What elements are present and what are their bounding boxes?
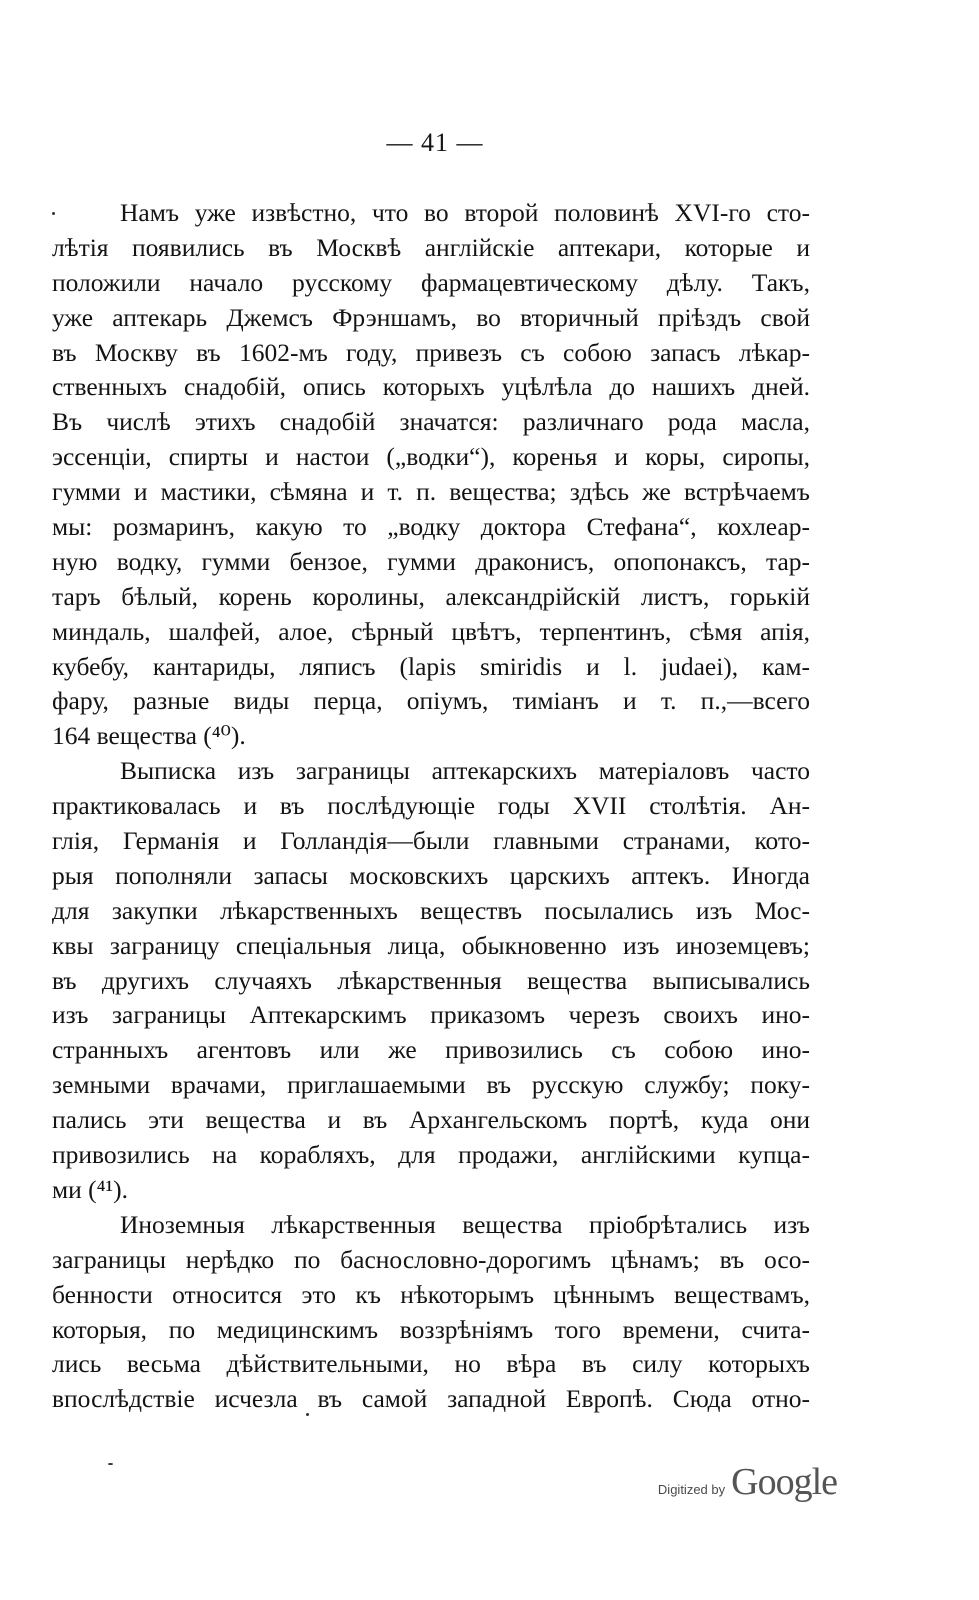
text-line: бенности относится это къ нѣкоторымъ цѣннымъ веществамъ, — [52, 1279, 810, 1309]
text-line: квы заграницу спеціальныя лица, обыкновенно изъ иноземцевъ; — [52, 930, 810, 960]
text-line: которыя, по медицинскимъ воззрѣніямъ того времени, счита- — [52, 1314, 810, 1344]
body-text — [52, 196, 810, 1417]
text-line: привозились на корабляхъ, для продажи, англійскими купца- — [52, 1140, 810, 1170]
text-line: глія, Германія и Голландія—были главными странами, кото- — [52, 826, 810, 856]
text-line: практиковалась и въ послѣдующіе годы XVII столѣтія. Ан- — [52, 791, 810, 821]
text-line: Выписка изъ заграницы аптекарскихъ матеріаловъ часто — [120, 756, 810, 786]
text-line: мы: розмаринъ, какую то „водку доктора Стефана“, кохлеар- — [52, 512, 810, 542]
text-line: эссенціи, спирты и настои („водки“), коренья и коры, сиропы, — [52, 442, 810, 472]
text-line: странныхъ агентовъ или же привозились съ собою ино- — [52, 1035, 810, 1065]
text-line: положили начало русскому фармацевтическому дѣлу. Такъ, — [52, 267, 810, 297]
text-line: земными врачами, приглашаемыми въ русскую службу; поку- — [52, 1070, 810, 1100]
text-line: уже аптекарь Джемсъ Фрэншамъ, во вторичный пріѣздъ свой — [52, 302, 810, 332]
text-line: изъ заграницы Аптекарскимъ приказомъ черезъ своихъ ино- — [52, 1000, 810, 1030]
text-line: пались эти вещества и въ Архангельскомъ портѣ, куда они — [52, 1105, 810, 1135]
text-line: фару, разные виды перца, опіумъ, тиміанъ и т. п.,—всего — [52, 686, 810, 716]
text-line: въ другихъ случаяхъ лѣкарственныя вещества выписывались — [52, 965, 810, 995]
text-line: Намъ уже извѣстно, что во второй половинѣ XVI-го сто- — [120, 198, 810, 227]
text-line: ственныхъ снадобій, опись которыхъ уцѣлѣла до нашихъ дней. — [52, 372, 810, 402]
text-line: ми (⁴¹). — [52, 1174, 129, 1204]
scan-speck — [52, 212, 55, 215]
watermark-prefix: Digitized by — [657, 1482, 726, 1497]
text-line: гумми и мастики, сѣмяна и т. п. вещества; здѣсь же встрѣчаемъ — [52, 477, 810, 507]
text-line: миндаль, шалфей, алое, сѣрный цвѣтъ, терпентинъ, сѣмя апія, — [52, 616, 810, 646]
text-line: кубебу, кантариды, ляписъ (lapis smiridis и l. judaei), кам- — [52, 651, 810, 681]
text-line: ную водку, гумми бензое, гумми драконисъ, опопонаксъ, тар- — [52, 546, 810, 576]
digitized-by-google-watermark — [658, 1460, 837, 1504]
text-line: заграницы нерѣдко по баснословно-дорогимъ цѣнамъ; въ осо- — [52, 1244, 810, 1274]
google-logo: Google — [731, 1461, 837, 1503]
text-line: въ Москву въ 1602-мъ году, привезъ съ собою запасъ лѣкар- — [52, 337, 810, 367]
text-line: Въ числѣ этихъ снадобій значатся: различнаго рода масла, — [52, 407, 810, 437]
scan-speck — [108, 1463, 113, 1465]
text-line: лѣтія появились въ Москвѣ англійскіе аптекари, которые и — [52, 232, 810, 262]
text-line: таръ бѣлый, корень королины, александрійскій листъ, горькій — [52, 581, 810, 611]
page-number: — 41 — — [386, 128, 484, 157]
text-line: рыя пополняли запасы московскихъ царскихъ аптекъ. Иногда — [52, 860, 810, 890]
scan-speck — [306, 1413, 309, 1416]
text-line: 164 вещества (⁴⁰). — [52, 721, 246, 751]
text-line: впослѣдствіе исчезла въ самой западной Европѣ. Сюда отно- — [52, 1384, 810, 1414]
text-line: лись весьма дѣйствительными, но вѣра въ силу которыхъ — [52, 1349, 810, 1379]
text-line: Иноземныя лѣкарственныя вещества пріобрѣтались изъ — [120, 1209, 810, 1239]
text-line: для закупки лѣкарственныхъ веществъ посылались изъ Мос- — [52, 895, 810, 925]
